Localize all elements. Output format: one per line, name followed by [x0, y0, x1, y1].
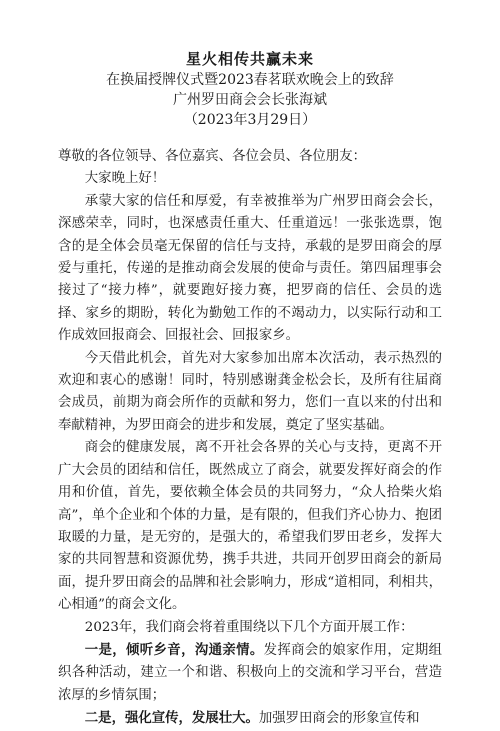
work-point-heading: 二是，强化宣传，发展壮大。	[84, 710, 259, 727]
speaker-line: 广州罗田商会会长张海斌	[173, 92, 327, 108]
speech-date: （2023年3月29日）	[183, 112, 317, 128]
work-point-heading: 一是，倾听乡音，沟通亲情。	[84, 641, 264, 658]
work-point-text: 发挥商会的娘家作用，定期组织各种活动，建立一个和谐、积极向上的交流和学习平台，营造浓厚的乡情氛围；	[58, 642, 443, 703]
body-paragraph: 商会的健康发展，离不开社会各界的关心与支持，更离不开广大会员的团结和信任，既然成立了商会，就要发挥好商会的作用和价值，首先，要依赖全体会员的共同努力，“众人拾柴火焰高”，单个企业和个体的力量，是有限的，但我们齐心协力、抱团取暖的力量，是无穷的，是强大的，希望我们罗田老乡，发挥大家的共同智慧和资源优势，携手共进，共同开创罗田商会的新局面，提升罗田商会的品牌和社会影响力，形成“道相同，利相共，心相通”的商会文化。	[58, 440, 442, 613]
work-point	[58, 639, 442, 707]
salutation: 尊敬的各位领导、各位嘉宾、各位会员、各位朋友：	[58, 149, 366, 164]
document-title: 星火相传共赢未来	[185, 50, 314, 68]
work-point-text: 加强罗田商会的形象宣传和	[258, 711, 420, 727]
body-paragraph: 今天借此机会，首先对大家参加出席本次活动，表示热烈的欢迎和衷心的感谢！同时，特别感谢龚金松会长，及所有往届商会成员，前期为商会所作的贡献和努力，您们一直以来的付出和奉献精神，为罗田商会的进步和发展，奠定了坚实基础。	[58, 350, 442, 433]
body-paragraph: 2023年，我们商会将着重围绕以下几个方面开展工作：	[84, 619, 414, 635]
body-paragraph: 承蒙大家的信任和厚爱，有幸被推举为广州罗田商会会长，深感荣幸，同时，也深感责任重大、任重道远！一张张选票，饱含的是全体会员毫无保留的信任与支持，承载的是罗田商会的厚爱与重托，传递的是推动商会发展的使命与责任。第四届理事会接过了“接力棒”，就要跑好接力赛，把罗商的信任、会员的选择、家乡的期盼，转化为勤勉工作的不竭动力，以实际行动和工作成效回报商会、回报社会、回报家乡。	[58, 193, 442, 344]
document-subtitle: 在换届授牌仪式暨2023春茗联欢晚会上的致辞	[106, 72, 394, 88]
document-header	[58, 48, 442, 130]
work-point	[58, 707, 442, 730]
speech-body	[58, 146, 442, 731]
greeting: 大家晚上好！	[84, 171, 166, 187]
